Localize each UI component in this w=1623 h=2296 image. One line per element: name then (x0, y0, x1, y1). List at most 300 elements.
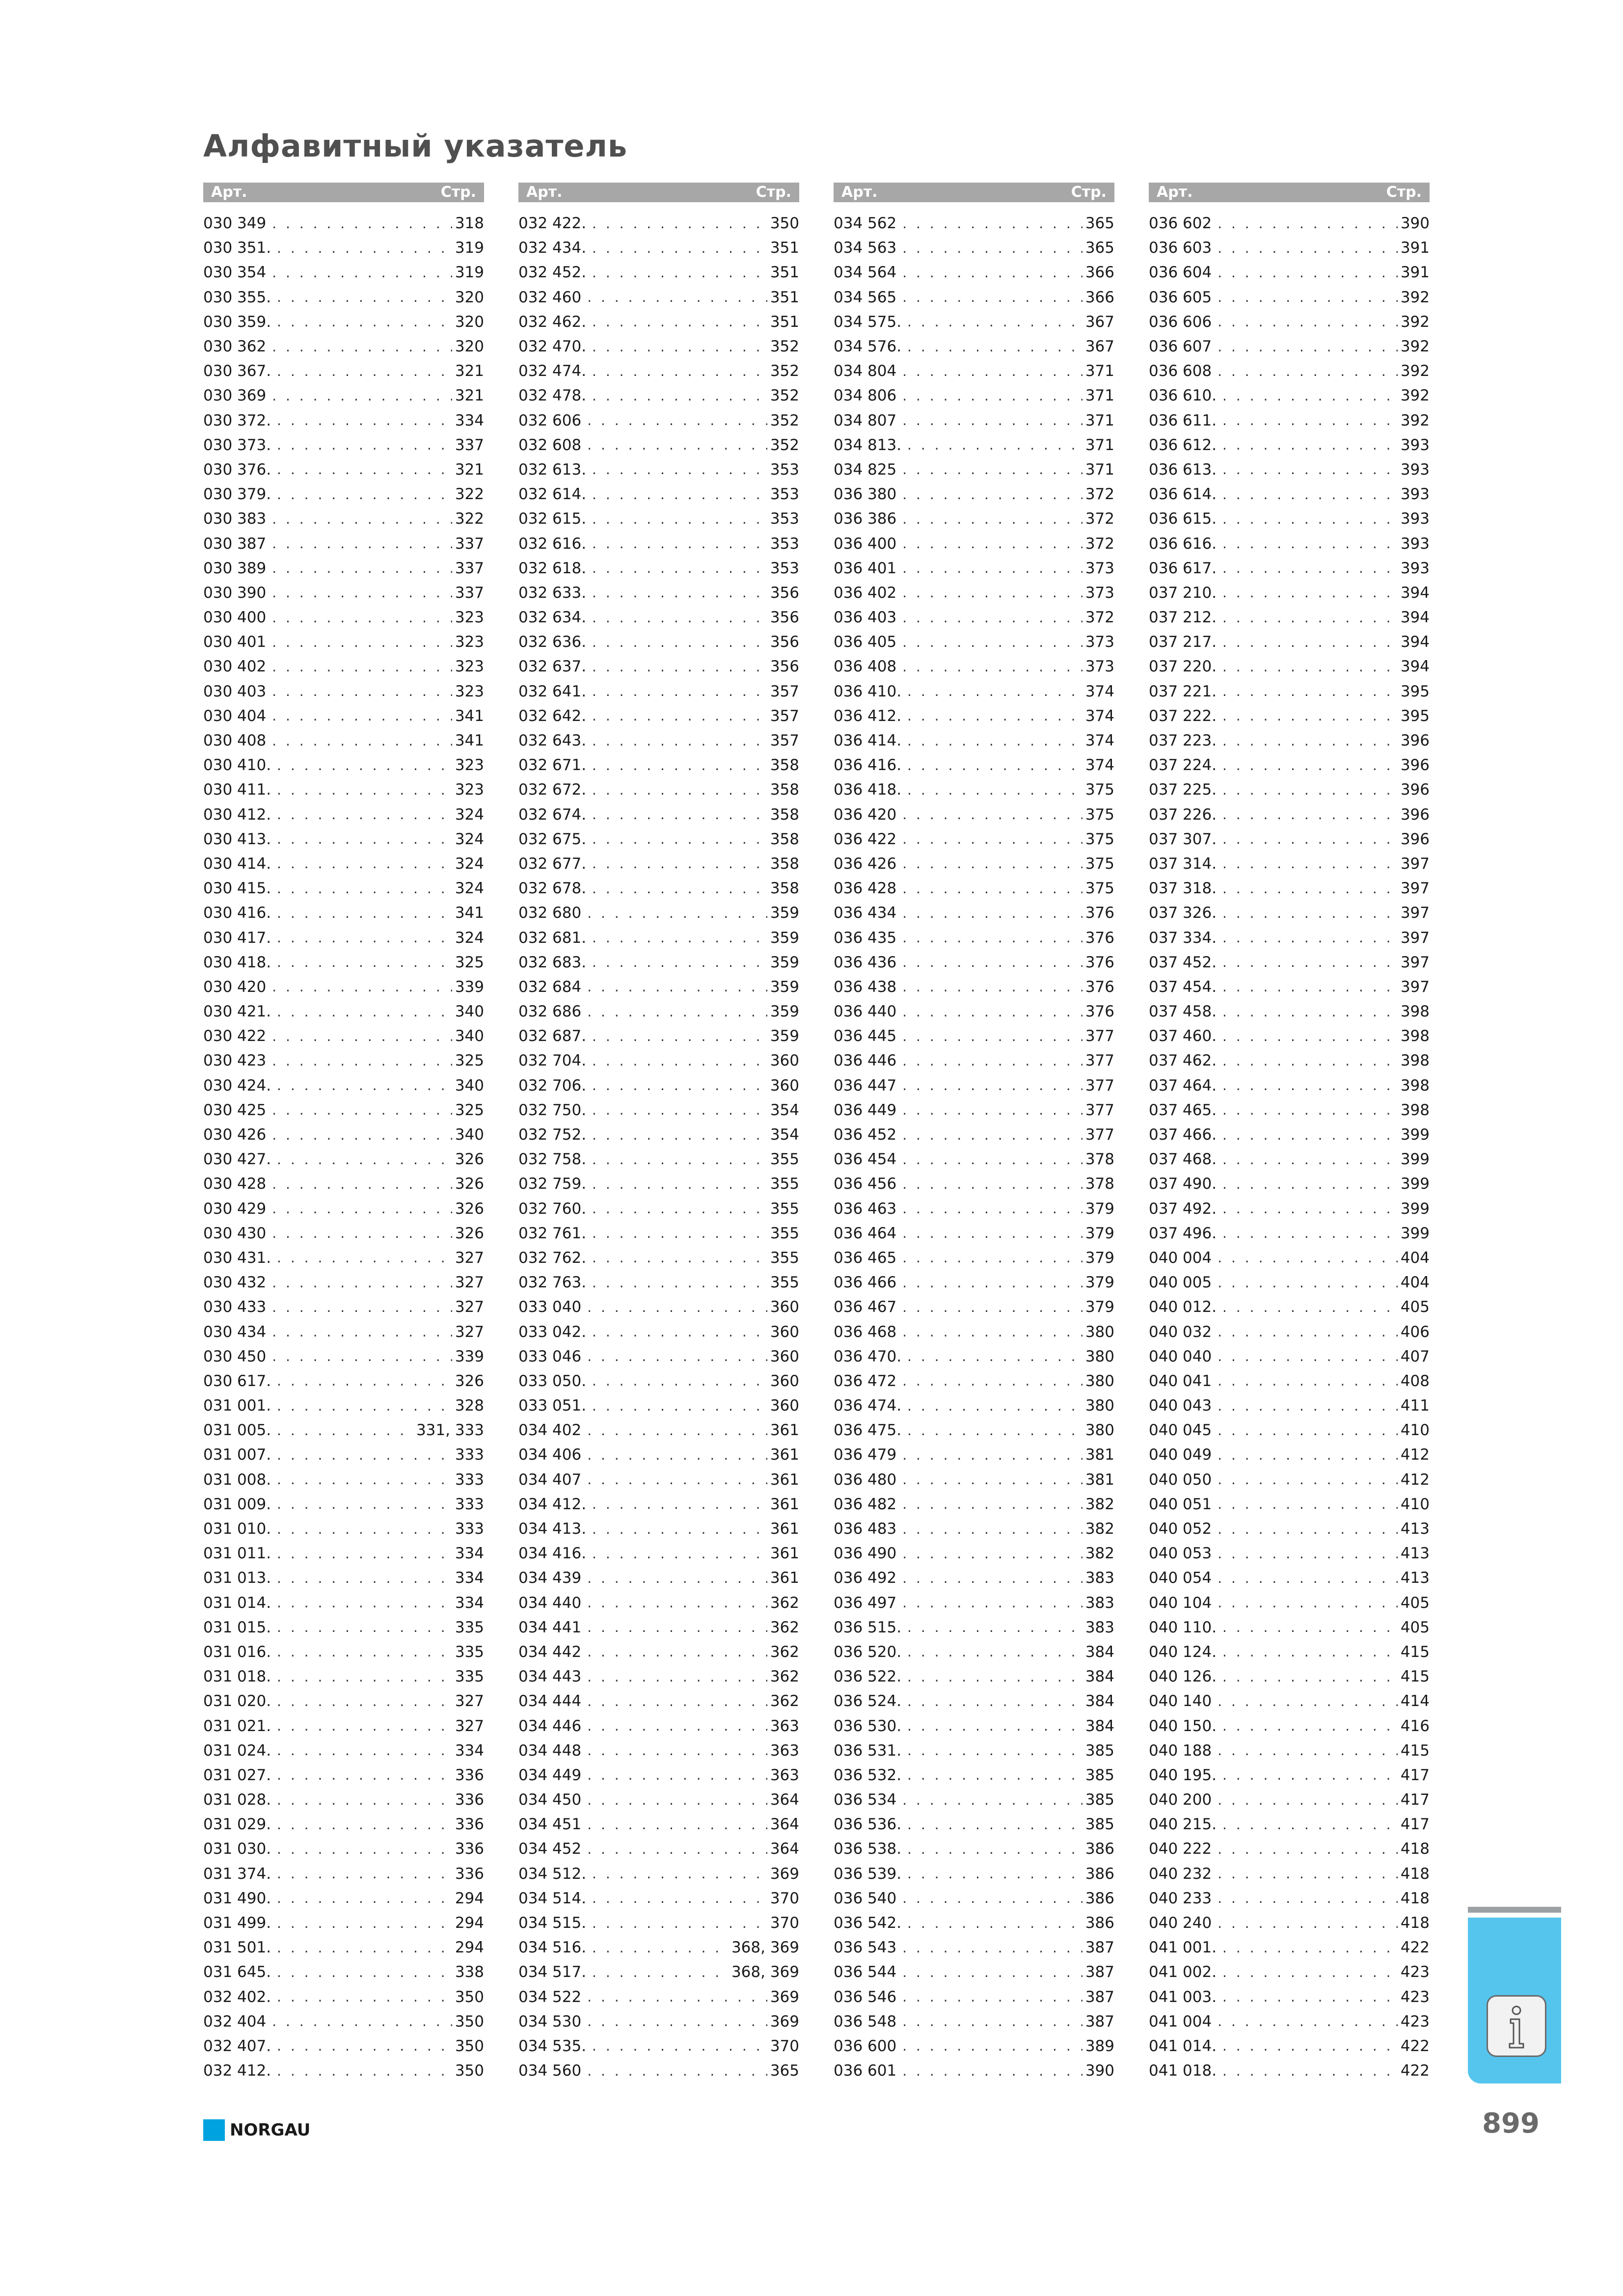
index-entry (203, 1591, 484, 1615)
dot-leader (592, 511, 767, 527)
article-number: 040 053 (1149, 1545, 1212, 1563)
index-entry (518, 1862, 799, 1886)
index-entry (203, 654, 484, 679)
dot-leader (277, 855, 452, 872)
page-reference: 391 (1400, 264, 1430, 282)
article-number: 037 222. (1149, 707, 1217, 725)
index-entry (1149, 1197, 1430, 1221)
dot-leader (1217, 1521, 1398, 1537)
header-art: Арт. (211, 184, 247, 201)
article-number: 036 522. (834, 1668, 902, 1686)
page-reference: 387 (1085, 1939, 1114, 1957)
page-reference: 397 (1400, 880, 1430, 898)
index-entry (834, 310, 1114, 334)
page-reference: 415 (1400, 1668, 1430, 1686)
page-reference: 384 (1085, 1692, 1114, 1710)
page-reference: 352 (770, 411, 799, 429)
article-number: 032 686 (518, 1003, 582, 1021)
dot-leader (277, 1989, 452, 2005)
dot-leader (902, 1127, 1082, 1143)
page-reference: 325 (455, 953, 484, 971)
article-number: 032 402. (203, 1988, 271, 2006)
page-reference: 352 (770, 338, 799, 356)
page-reference: 355 (770, 1224, 799, 1242)
index-entry (518, 753, 799, 777)
index-entry (203, 876, 484, 901)
page-reference: 384 (1085, 1643, 1114, 1661)
index-entry (203, 581, 484, 605)
index-entry (834, 1393, 1114, 1418)
dot-leader (1222, 1644, 1398, 1660)
article-number: 031 008. (203, 1470, 271, 1489)
page-reference: 356 (770, 658, 799, 676)
page-reference: 380 (1085, 1397, 1114, 1415)
index-entry (834, 1763, 1114, 1788)
article-number: 032 452. (518, 264, 587, 282)
page-reference: 383 (1085, 1618, 1114, 1636)
dot-leader (902, 1890, 1082, 1906)
dot-leader (902, 905, 1082, 921)
dot-leader (1217, 1422, 1398, 1439)
dot-leader (272, 1028, 452, 1044)
dot-leader (587, 1767, 767, 1783)
page-reference: 359 (770, 1003, 799, 1021)
dot-leader (272, 979, 452, 995)
page-reference: 333 (455, 1520, 484, 1538)
page-reference: 364 (770, 1815, 799, 1834)
dot-leader (907, 757, 1082, 774)
dot-leader (1217, 1693, 1398, 1709)
page-reference: 376 (1085, 953, 1114, 971)
page-reference: 368, 369 (731, 1963, 799, 1981)
dot-leader (1222, 1176, 1398, 1192)
article-number: 041 002. (1149, 1963, 1217, 1981)
dot-leader (902, 1373, 1082, 1389)
article-number: 032 763. (518, 1274, 587, 1292)
dot-leader (592, 240, 767, 256)
article-number: 032 704. (518, 1052, 587, 1070)
index-entry (203, 1837, 484, 1861)
article-number: 040 110. (1149, 1618, 1217, 1636)
index-entry (203, 1788, 484, 1812)
article-number: 031 010. (203, 1520, 271, 1538)
dot-leader (902, 511, 1082, 527)
article-number: 032 752. (518, 1126, 587, 1144)
index-entry (518, 1911, 799, 1935)
dot-leader (277, 806, 452, 823)
index-entry (203, 777, 484, 802)
article-number: 036 515. (834, 1618, 902, 1636)
article-number: 030 376. (203, 460, 271, 479)
page-reference: 354 (770, 1126, 799, 1144)
dot-leader (277, 2063, 452, 2079)
page-reference: 324 (455, 929, 484, 947)
page-reference: 319 (455, 264, 484, 282)
article-number: 037 490. (1149, 1175, 1217, 1193)
article-number: 040 195. (1149, 1766, 1217, 1784)
article-number: 037 496. (1149, 1224, 1217, 1242)
article-number: 036 613. (1149, 460, 1217, 479)
article-number: 036 386 (834, 510, 897, 528)
index-entry (1149, 802, 1430, 827)
dot-leader (902, 930, 1082, 946)
page-reference: 359 (770, 978, 799, 996)
index-entry (834, 1886, 1114, 1911)
article-number: 041 014. (1149, 2037, 1217, 2055)
dot-leader (592, 1127, 767, 1143)
index-entry (1149, 1147, 1430, 1172)
article-number: 034 564 (834, 264, 897, 282)
page-reference: 358 (770, 830, 799, 848)
page-reference: 377 (1085, 1126, 1114, 1144)
page-reference: 377 (1085, 1027, 1114, 1045)
dot-leader (592, 535, 767, 552)
dot-leader (907, 1619, 1082, 1635)
article-number: 032 613. (518, 460, 587, 479)
article-number: 040 124. (1149, 1643, 1217, 1661)
dot-leader (592, 1496, 767, 1512)
index-entry (203, 1935, 484, 1960)
index-column-3 (834, 183, 1114, 2083)
page-reference: 362 (770, 1692, 799, 1710)
page-reference: 392 (1400, 288, 1430, 306)
dot-leader (587, 1348, 767, 1364)
article-number: 034 516. (518, 1939, 587, 1957)
dot-leader (592, 1225, 767, 1241)
index-entry (203, 359, 484, 383)
page-reference: 405 (1400, 1298, 1430, 1316)
article-number: 036 606 (1149, 313, 1212, 331)
article-number: 030 359. (203, 313, 271, 331)
index-entry (203, 630, 484, 654)
article-number: 036 530. (834, 1717, 902, 1735)
dot-leader (587, 1742, 767, 1759)
dot-leader (1217, 1373, 1398, 1389)
index-entry (203, 211, 484, 236)
index-entry (518, 1640, 799, 1664)
section-tab[interactable] (1468, 1918, 1561, 2083)
dot-leader (902, 1053, 1082, 1069)
page-reference: 322 (455, 485, 484, 504)
dot-leader (902, 1989, 1082, 2005)
index-entry (1149, 1492, 1430, 1517)
page-reference: 334 (455, 1569, 484, 1587)
page-reference: 323 (455, 756, 484, 774)
article-number: 034 575. (834, 313, 902, 331)
dot-leader (277, 954, 452, 970)
page-reference: 364 (770, 1840, 799, 1858)
dot-leader (277, 486, 452, 503)
page-reference: 399 (1400, 1126, 1430, 1144)
page-reference: 376 (1085, 929, 1114, 947)
article-number: 031 645. (203, 1963, 271, 1981)
article-number: 030 415. (203, 880, 271, 898)
page-reference: 418 (1400, 1865, 1430, 1883)
dot-leader (277, 1422, 413, 1439)
article-number: 034 576. (834, 338, 902, 356)
index-entry (834, 1615, 1114, 1640)
article-number: 030 432 (203, 1274, 267, 1292)
index-entry (203, 852, 484, 876)
page-reference: 371 (1085, 362, 1114, 380)
article-number: 032 404 (203, 2012, 267, 2030)
page-reference: 341 (455, 904, 484, 922)
article-number: 030 414. (203, 854, 271, 873)
page-reference: 375 (1085, 805, 1114, 824)
header-page: Стр. (1386, 184, 1422, 201)
dot-leader (272, 560, 452, 576)
index-entry (203, 704, 484, 728)
index-entry (203, 1122, 484, 1147)
dot-leader (1222, 905, 1398, 921)
article-number: 036 436 (834, 953, 897, 971)
page-reference: 355 (770, 1249, 799, 1267)
dot-leader (1222, 733, 1398, 749)
dot-leader (902, 2038, 1082, 2054)
article-number: 034 517. (518, 1963, 587, 1981)
index-entry (518, 1517, 799, 1541)
page-reference: 327 (455, 1298, 484, 1316)
index-entry (834, 1073, 1114, 1098)
dot-leader (592, 954, 767, 970)
index-entry (203, 1689, 484, 1713)
article-number: 036 480 (834, 1470, 897, 1489)
article-number: 034 804 (834, 362, 897, 380)
dot-leader (1222, 881, 1398, 897)
index-entry (1149, 1886, 1430, 1911)
index-entry (1149, 1344, 1430, 1369)
article-number: 036 410. (834, 682, 902, 700)
article-number: 032 683. (518, 953, 587, 971)
dot-leader (1217, 1546, 1398, 1562)
article-number: 030 354 (203, 264, 267, 282)
article-number: 036 401 (834, 559, 897, 577)
page-reference: 356 (770, 584, 799, 602)
index-entry (203, 1713, 484, 1738)
index-entry (518, 1073, 799, 1098)
page-reference: 387 (1085, 2012, 1114, 2030)
index-entry (1149, 1442, 1430, 1467)
dot-leader (1217, 1496, 1398, 1512)
brand-logo (203, 2119, 310, 2141)
dot-leader (902, 1176, 1082, 1192)
dot-leader (272, 733, 452, 749)
article-number: 032 460 (518, 288, 582, 306)
dot-leader (592, 1151, 767, 1168)
index-entry (518, 827, 799, 852)
page-reference: 366 (1085, 264, 1114, 282)
page-reference: 334 (455, 1545, 484, 1563)
index-entry (1149, 359, 1430, 383)
article-number: 030 404 (203, 707, 267, 725)
page-reference: 326 (455, 1224, 484, 1242)
dot-leader (277, 905, 452, 921)
index-entry (518, 433, 799, 457)
index-entry (834, 1640, 1114, 1664)
index-entry (1149, 1048, 1430, 1073)
article-number: 033 042. (518, 1323, 587, 1341)
dot-leader (1222, 461, 1398, 478)
dot-leader (592, 1373, 767, 1389)
dot-leader (592, 1964, 729, 1980)
page-reference: 396 (1400, 756, 1430, 774)
index-entry (834, 1738, 1114, 1763)
index-entry (1149, 1295, 1430, 1319)
dot-leader (907, 708, 1082, 724)
index-rows (518, 211, 799, 2083)
index-entry (203, 1541, 484, 1566)
dot-leader (1222, 930, 1398, 946)
dot-leader (902, 659, 1082, 675)
page-reference: 396 (1400, 830, 1430, 848)
page-reference: 369 (770, 2012, 799, 2030)
index-entry (518, 630, 799, 654)
index-entry (518, 359, 799, 383)
dot-leader (277, 1496, 452, 1512)
article-number: 036 540 (834, 1889, 897, 1907)
index-entry (1149, 630, 1430, 654)
index-entry (834, 2058, 1114, 2083)
page-reference: 355 (770, 1200, 799, 1218)
article-number: 036 483 (834, 1520, 897, 1538)
dot-leader (1222, 2063, 1398, 2079)
page-reference: 334 (455, 1594, 484, 1612)
index-entry (834, 1837, 1114, 1861)
column-header (518, 183, 799, 202)
article-number: 032 634. (518, 609, 587, 627)
article-number: 030 349 (203, 214, 267, 233)
page-reference: 387 (1085, 1988, 1114, 2006)
article-number: 034 806 (834, 387, 897, 405)
page-reference: 359 (770, 953, 799, 971)
article-number: 032 633. (518, 584, 587, 602)
index-entry (1149, 1073, 1430, 1098)
dot-leader (1217, 363, 1398, 379)
dot-leader (902, 1225, 1082, 1241)
index-entry (1149, 2058, 1430, 2083)
article-number: 034 416. (518, 1545, 587, 1563)
index-entry (834, 1246, 1114, 1270)
index-entry (518, 1985, 799, 2009)
page-reference: 321 (455, 460, 484, 479)
index-entry (203, 482, 484, 507)
index-entry (518, 1713, 799, 1738)
dot-leader (592, 1915, 767, 1931)
dot-leader (592, 831, 767, 847)
index-entry (518, 802, 799, 827)
article-number: 040 049 (1149, 1446, 1212, 1464)
article-number: 032 478. (518, 387, 587, 405)
article-number: 030 389 (203, 559, 267, 577)
page-reference: 340 (455, 1076, 484, 1095)
article-number: 031 011. (203, 1545, 271, 1563)
article-number: 031 374. (203, 1865, 271, 1883)
article-number: 040 041 (1149, 1372, 1212, 1390)
dot-leader (587, 289, 767, 305)
index-entry (203, 531, 484, 556)
index-entry (834, 1098, 1114, 1122)
dot-leader (902, 1028, 1082, 1044)
article-number: 034 441 (518, 1618, 582, 1636)
index-entry (1149, 310, 1430, 334)
dot-leader (277, 437, 452, 453)
index-entry (203, 408, 484, 433)
page-reference: 394 (1400, 584, 1430, 602)
index-entry (834, 1197, 1114, 1221)
dot-leader (592, 215, 767, 232)
article-number: 030 408 (203, 732, 267, 750)
page-reference: 395 (1400, 707, 1430, 725)
article-number: 040 104 (1149, 1594, 1212, 1612)
index-entry (518, 383, 799, 408)
dot-leader (587, 1792, 767, 1808)
index-entry (518, 556, 799, 581)
article-number: 036 490 (834, 1545, 897, 1563)
index-entry (518, 1541, 799, 1566)
dot-leader (587, 905, 767, 921)
article-number: 040 005 (1149, 1274, 1212, 1292)
article-number: 032 672. (518, 781, 587, 799)
article-number: 036 426 (834, 854, 897, 873)
index-entry (834, 433, 1114, 457)
article-number: 032 608 (518, 436, 582, 454)
page-reference: 353 (770, 534, 799, 553)
index-entry (518, 1763, 799, 1788)
article-number: 032 761. (518, 1224, 587, 1242)
index-entry (1149, 999, 1430, 1024)
dot-leader (592, 683, 767, 699)
page-reference: 387 (1085, 1963, 1114, 1981)
page-reference: 373 (1085, 633, 1114, 651)
page-reference: 355 (770, 1175, 799, 1193)
index-entry (834, 383, 1114, 408)
index-entry (1149, 556, 1430, 581)
dot-leader (592, 1866, 767, 1882)
index-entry (1149, 950, 1430, 975)
index-entry (518, 1492, 799, 1517)
index-entry (1149, 1024, 1430, 1048)
page-reference: 367 (1085, 313, 1114, 331)
dot-leader (902, 954, 1082, 970)
article-number: 034 413. (518, 1520, 587, 1538)
page-reference: 376 (1085, 904, 1114, 922)
dot-leader (592, 1275, 767, 1291)
page-reference: 324 (455, 854, 484, 873)
dot-leader (1217, 265, 1398, 281)
index-entry (518, 1935, 799, 1960)
dot-leader (277, 1964, 452, 1980)
page-reference: 398 (1400, 1101, 1430, 1119)
page-reference: 368, 369 (731, 1939, 799, 1957)
article-number: 036 468 (834, 1323, 897, 1341)
page-reference: 357 (770, 707, 799, 725)
index-entry (1149, 1985, 1430, 2009)
dot-leader (587, 1669, 767, 1685)
dot-leader (907, 1841, 1082, 1857)
index-entry (203, 901, 484, 925)
dot-leader (272, 1053, 452, 1069)
index-entry (1149, 2009, 1430, 2034)
page-reference: 336 (455, 1840, 484, 1858)
index-entry (518, 901, 799, 925)
dot-leader (902, 881, 1082, 897)
index-entry (1149, 211, 1430, 236)
dot-leader (272, 1127, 452, 1143)
page-reference: 410 (1400, 1421, 1430, 1440)
article-number: 032 462. (518, 313, 587, 331)
index-entry (834, 1369, 1114, 1393)
dot-leader (1222, 1201, 1398, 1217)
